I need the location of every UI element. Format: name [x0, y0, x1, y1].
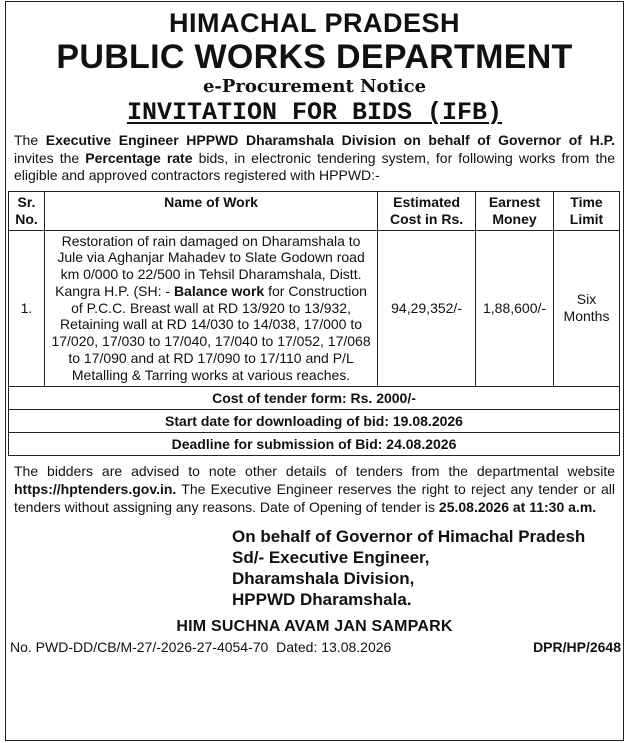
reference-number: No. PWD-DD/CB/M-27/-2026-27-4054-70 — [10, 638, 269, 655]
intro-text-2: invites the — [14, 149, 86, 166]
header-time-limit: Time Limit — [554, 191, 620, 230]
work-text-1: Restoration of rain damaged on Dharamshala to Jule via Aghanjar Mahadev to Slate Godown road km 0/000 to 22/500 in Tehsil Dharamshala, Distt. Kangra H.P. (SH: - — [55, 232, 365, 299]
jan-sampark-label: HIM SUCHNA AVAM JAN SAMPARK — [176, 617, 453, 635]
intro-text-3: bids, in electronic tendering system, for following works from the eligible and approved contractors registered with HPPWD:- — [14, 149, 615, 183]
signature-line-4: HPPWD Dharamshala. — [232, 589, 412, 609]
signature-line-2: Sd/- Executive Engineer, — [232, 547, 430, 567]
header-estimated-cost: Estimated Cost in Rs. — [378, 191, 476, 230]
footer-text-2: The Executive Engineer reserves the right to reject any tender or all tenders without assigning any reasons. Date of Opening of tender is — [14, 480, 615, 515]
start-date-download: Start date for downloading of bid: 19.08.2026 — [9, 409, 620, 432]
intro-issuer: Executive Engineer HPPWD Dharamshala Division on behalf of Governor of H.P. — [45, 132, 616, 148]
state-heading: HIMACHAL PRADESH — [168, 8, 460, 38]
dpr-code: DPR/HP/2648 — [533, 638, 621, 655]
row-earnest-money: 1,88,600/- — [476, 230, 554, 386]
cost-of-tender-form: Cost of tender form: Rs. 2000/- — [9, 386, 620, 409]
reference-date: Dated: 13.08.2026 — [276, 638, 392, 655]
header-earnest-money: Earnest Money — [476, 191, 554, 230]
intro-text-1: The — [14, 132, 46, 148]
row-time-limit: Six Months — [554, 230, 620, 386]
deadline-submission: Deadline for submission of Bid: 24.08.2026 — [9, 432, 620, 455]
opening-datetime: 25.08.2026 at 11:30 a.m. — [438, 498, 597, 515]
website-link[interactable]: https://hptenders.gov.in. — [14, 480, 177, 497]
signature-line-1: On behalf of Governor of Himachal Pradesh — [232, 526, 586, 546]
work-text-2: for Construction of P.C.C. Breast wall at RD 13/920 to 13/932, Retaining wall at RD 14/030 to 14/038, 17/000 to 17/020, 17/030 to 17/040, 17/040 to 17/052, 17/068 to 17/090 and at RD 17/090 to 17/110 and P/L Metalling & Tarring works at various reaches. — [51, 282, 371, 383]
notice-type-heading: e-Procurement Notice — [202, 76, 427, 97]
page-border — [5, 1, 624, 741]
signature-line-3: Dharamshala Division, — [232, 568, 415, 588]
work-balance-label: Balance work — [173, 282, 265, 299]
row-sr-no: 1. — [9, 230, 45, 386]
header-sr-no: Sr. No. — [9, 191, 45, 230]
department-heading: PUBLIC WORKS DEPARTMENT — [56, 38, 573, 76]
header-name-of-work: Name of Work — [44, 191, 377, 230]
ifb-title: INVITATION FOR BIDS (IFB) — [126, 98, 503, 127]
row-estimated-cost: 94,29,352/- — [378, 230, 476, 386]
intro-rate-type: Percentage rate — [85, 149, 193, 166]
footer-text-1: The bidders are advised to note other details of tenders from the departmental website — [14, 462, 615, 479]
